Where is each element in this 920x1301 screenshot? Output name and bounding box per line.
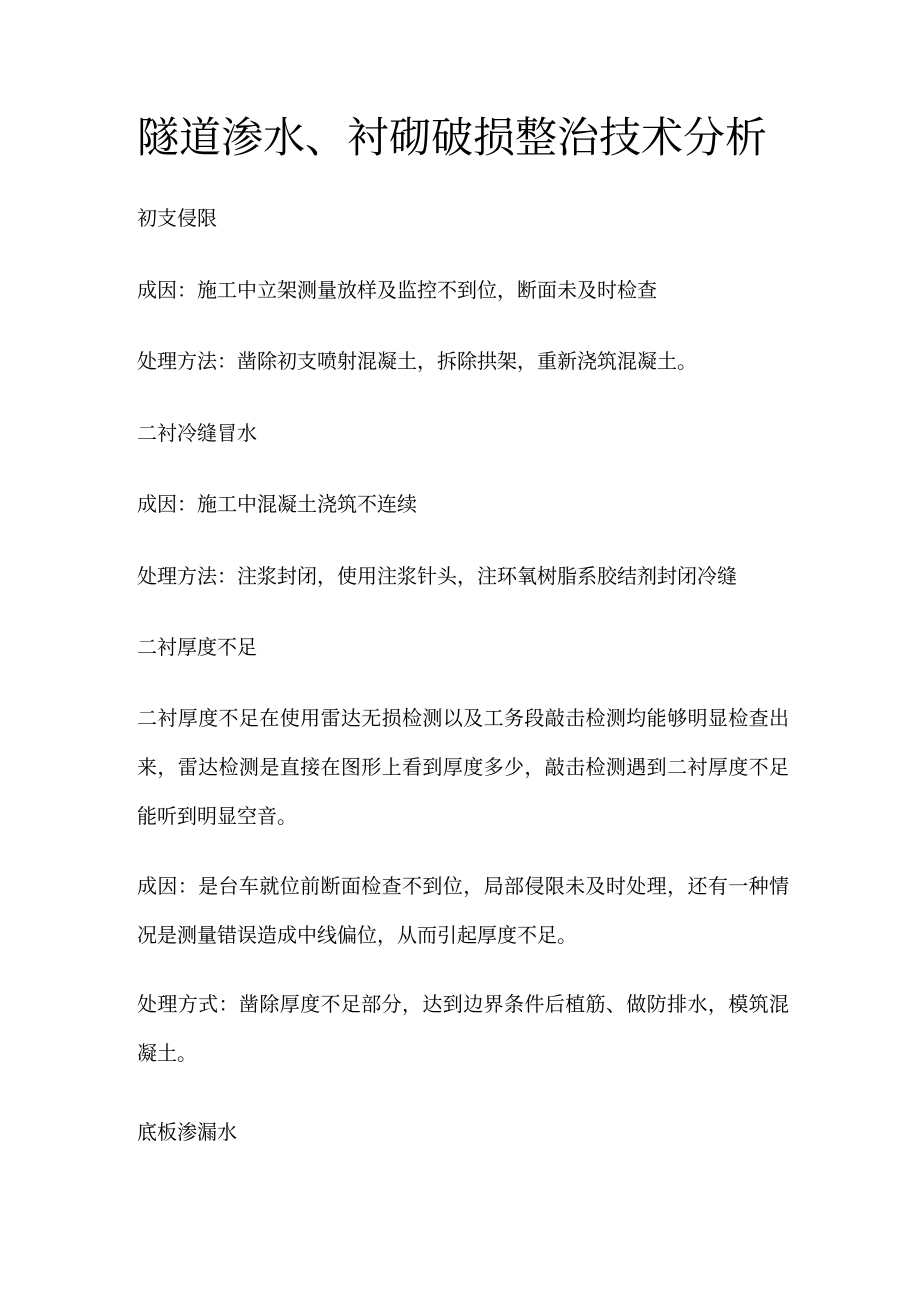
paragraph-cause: 成因：施工中混凝土浇筑不连续 [137, 492, 417, 516]
paragraph-treatment: 处理方式：凿除厚度不足部分，达到边界条件后植筋、做防排水，模筑混凝土。 [137, 992, 789, 1065]
paragraph-cause: 成因：是台车就位前断面检查不到位，局部侵限未及时处理，还有一种情况是测量错误造成中线偏位，从而引起厚度不足。 [137, 874, 789, 947]
section-heading-cold-joint-leak: 二衬冷缝冒水 [137, 421, 257, 445]
paragraph-treatment: 处理方法：凿除初支喷射混凝土，拆除拱架，重新浇筑混凝土。 [137, 349, 697, 373]
document-title: 隧道渗水、衬砌破损整治技术分析 [137, 113, 768, 162]
section-heading-initial-support-intrusion: 初支侵限 [137, 206, 217, 230]
paragraph-treatment: 处理方法：注浆封闭，使用注浆针头，注环氧树脂系胶结剂封闭冷缝 [137, 564, 737, 588]
paragraph-cause: 成因：施工中立架测量放样及监控不到位，断面未及时检查 [137, 278, 657, 302]
section-heading-floor-leakage: 底板渗漏水 [137, 1120, 237, 1144]
paragraph-detection: 二衬厚度不足在使用雷达无损检测以及工务段敲击检测均能够明显检查出来，雷达检测是直接在图形上看到厚度多少，敲击检测遇到二衬厚度不足能听到明显空音。 [137, 706, 789, 828]
section-heading-lining-thickness: 二衬厚度不足 [137, 635, 257, 659]
